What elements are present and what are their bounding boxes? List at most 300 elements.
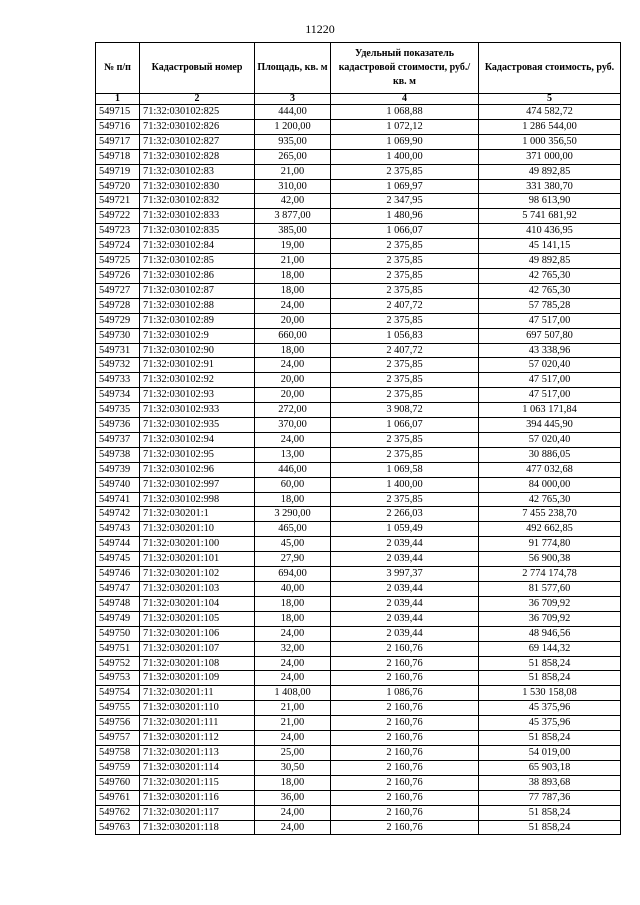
cadastral-number: 71:32:030102:933 xyxy=(140,403,255,418)
table-row xyxy=(96,701,621,716)
cadastral-number: 71:32:030102:935 xyxy=(140,418,255,433)
cadastral-value: 477 032,68 xyxy=(479,462,621,477)
rate: 2 375,85 xyxy=(331,447,479,462)
area: 24,00 xyxy=(255,626,331,641)
cadastral-number: 71:32:030201:114 xyxy=(140,760,255,775)
cadastral-value: 51 858,24 xyxy=(479,805,621,820)
cadastral-value: 43 338,96 xyxy=(479,343,621,358)
table-row xyxy=(96,149,621,164)
cadastral-value: 77 787,36 xyxy=(479,790,621,805)
rate: 1 069,90 xyxy=(331,134,479,149)
area: 30,50 xyxy=(255,760,331,775)
rate: 2 039,44 xyxy=(331,537,479,552)
rate: 2 160,76 xyxy=(331,805,479,820)
cadastral-value: 5 741 681,92 xyxy=(479,209,621,224)
cadastral-value: 1 063 171,84 xyxy=(479,403,621,418)
area: 21,00 xyxy=(255,716,331,731)
cadastral-number: 71:32:030201:109 xyxy=(140,671,255,686)
row-number: 549730 xyxy=(96,328,140,343)
area: 385,00 xyxy=(255,224,331,239)
rate: 2 375,85 xyxy=(331,164,479,179)
table-row xyxy=(96,343,621,358)
row-number: 549731 xyxy=(96,343,140,358)
cadastral-value: 51 858,24 xyxy=(479,820,621,835)
cadastral-number: 71:32:030201:102 xyxy=(140,567,255,582)
row-number: 549725 xyxy=(96,254,140,269)
table-row xyxy=(96,790,621,805)
rate: 1 400,00 xyxy=(331,149,479,164)
row-number: 549732 xyxy=(96,358,140,373)
cadastral-number: 71:32:030201:113 xyxy=(140,745,255,760)
area: 24,00 xyxy=(255,805,331,820)
cadastral-value: 45 141,15 xyxy=(479,239,621,254)
row-number: 549740 xyxy=(96,477,140,492)
table-row xyxy=(96,760,621,775)
table-row xyxy=(96,239,621,254)
cadastral-number: 71:32:030201:104 xyxy=(140,596,255,611)
cadastral-number: 71:32:030102:83 xyxy=(140,164,255,179)
table-row xyxy=(96,403,621,418)
row-number: 549717 xyxy=(96,134,140,149)
table-row xyxy=(96,731,621,746)
cadastral-value: 51 858,24 xyxy=(479,731,621,746)
row-number: 549753 xyxy=(96,671,140,686)
area: 18,00 xyxy=(255,611,331,626)
rate: 2 407,72 xyxy=(331,298,479,313)
cadastral-number: 71:32:030201:116 xyxy=(140,790,255,805)
table-row xyxy=(96,507,621,522)
rate: 2 375,85 xyxy=(331,432,479,447)
row-number: 549751 xyxy=(96,641,140,656)
cadastral-value: 394 445,90 xyxy=(479,418,621,433)
rate: 1 066,07 xyxy=(331,418,479,433)
row-number: 549726 xyxy=(96,268,140,283)
table-header-row xyxy=(96,43,621,94)
row-number: 549739 xyxy=(96,462,140,477)
area: 24,00 xyxy=(255,432,331,447)
area: 18,00 xyxy=(255,775,331,790)
row-number: 549742 xyxy=(96,507,140,522)
cadastral-value: 49 892,85 xyxy=(479,254,621,269)
rate: 2 407,72 xyxy=(331,343,479,358)
area: 21,00 xyxy=(255,164,331,179)
row-number: 549724 xyxy=(96,239,140,254)
row-number: 549723 xyxy=(96,224,140,239)
rate: 2 039,44 xyxy=(331,611,479,626)
row-number: 549750 xyxy=(96,626,140,641)
area: 20,00 xyxy=(255,313,331,328)
row-number: 549719 xyxy=(96,164,140,179)
table-row xyxy=(96,656,621,671)
row-number: 549718 xyxy=(96,149,140,164)
rate: 2 039,44 xyxy=(331,596,479,611)
table-row xyxy=(96,313,621,328)
area: 694,00 xyxy=(255,567,331,582)
area: 24,00 xyxy=(255,671,331,686)
row-number: 549716 xyxy=(96,119,140,134)
table-body xyxy=(96,105,621,835)
rate: 1 400,00 xyxy=(331,477,479,492)
rate: 1 068,88 xyxy=(331,105,479,120)
cadastral-value: 56 900,38 xyxy=(479,552,621,567)
rate: 2 039,44 xyxy=(331,552,479,567)
rate: 2 375,85 xyxy=(331,492,479,507)
table-row xyxy=(96,373,621,388)
row-number: 549754 xyxy=(96,686,140,701)
rate: 2 375,85 xyxy=(331,313,479,328)
cadastral-number: 71:32:030102:828 xyxy=(140,149,255,164)
cadastral-value: 410 436,95 xyxy=(479,224,621,239)
table-row xyxy=(96,626,621,641)
area: 36,00 xyxy=(255,790,331,805)
cadastral-number: 71:32:030201:106 xyxy=(140,626,255,641)
area: 1 200,00 xyxy=(255,119,331,134)
cadastral-value: 57 020,40 xyxy=(479,358,621,373)
cadastral-number: 71:32:030201:107 xyxy=(140,641,255,656)
cadastral-value: 492 662,85 xyxy=(479,522,621,537)
table-row xyxy=(96,224,621,239)
rate: 2 375,85 xyxy=(331,358,479,373)
rate: 2 375,85 xyxy=(331,239,479,254)
area: 19,00 xyxy=(255,239,331,254)
cadastral-number: 71:32:030102:833 xyxy=(140,209,255,224)
area: 446,00 xyxy=(255,462,331,477)
cadastral-number: 71:32:030201:111 xyxy=(140,716,255,731)
cadastral-value: 38 893,68 xyxy=(479,775,621,790)
cadastral-number: 71:32:030102:91 xyxy=(140,358,255,373)
rate: 2 375,85 xyxy=(331,283,479,298)
row-number: 549727 xyxy=(96,283,140,298)
row-number: 549746 xyxy=(96,567,140,582)
area: 310,00 xyxy=(255,179,331,194)
table-row xyxy=(96,254,621,269)
table-row xyxy=(96,596,621,611)
cadastral-number: 71:32:030102:89 xyxy=(140,313,255,328)
table-row xyxy=(96,194,621,209)
area: 20,00 xyxy=(255,373,331,388)
table-row xyxy=(96,119,621,134)
cadastral-number: 71:32:030102:95 xyxy=(140,447,255,462)
area: 20,00 xyxy=(255,388,331,403)
header-area: Площадь, кв. м xyxy=(255,43,331,94)
cadastral-number: 71:32:030102:835 xyxy=(140,224,255,239)
area: 32,00 xyxy=(255,641,331,656)
row-number: 549756 xyxy=(96,716,140,731)
cadastral-value: 45 375,96 xyxy=(479,701,621,716)
cadastral-number: 71:32:030102:93 xyxy=(140,388,255,403)
column-number-row xyxy=(96,94,621,105)
table-row xyxy=(96,447,621,462)
cadastral-value: 30 886,05 xyxy=(479,447,621,462)
header-no: № п/п xyxy=(96,43,140,94)
area: 45,00 xyxy=(255,537,331,552)
table-row xyxy=(96,283,621,298)
area: 60,00 xyxy=(255,477,331,492)
rate: 3 908,72 xyxy=(331,403,479,418)
rate: 2 160,76 xyxy=(331,671,479,686)
rate: 2 375,85 xyxy=(331,373,479,388)
cadastral-value: 36 709,92 xyxy=(479,611,621,626)
table-row xyxy=(96,358,621,373)
rate: 2 039,44 xyxy=(331,582,479,597)
area: 24,00 xyxy=(255,358,331,373)
area: 24,00 xyxy=(255,820,331,835)
cadastral-value: 1 000 356,50 xyxy=(479,134,621,149)
table-row xyxy=(96,567,621,582)
rate: 2 375,85 xyxy=(331,254,479,269)
cadastral-number: 71:32:030201:117 xyxy=(140,805,255,820)
row-number: 549734 xyxy=(96,388,140,403)
area: 935,00 xyxy=(255,134,331,149)
cadastral-value: 47 517,00 xyxy=(479,373,621,388)
area: 18,00 xyxy=(255,492,331,507)
cadastral-value: 91 774,80 xyxy=(479,537,621,552)
cadastral-number: 71:32:030102:90 xyxy=(140,343,255,358)
rate: 2 266,03 xyxy=(331,507,479,522)
table-row xyxy=(96,134,621,149)
row-number: 549752 xyxy=(96,656,140,671)
rate: 1 480,96 xyxy=(331,209,479,224)
table-row xyxy=(96,462,621,477)
cadastral-value: 7 455 238,70 xyxy=(479,507,621,522)
rate: 1 056,83 xyxy=(331,328,479,343)
cadastral-value: 69 144,32 xyxy=(479,641,621,656)
rate: 2 160,76 xyxy=(331,790,479,805)
cadastral-value: 84 000,00 xyxy=(479,477,621,492)
cadastral-number: 71:32:030102:997 xyxy=(140,477,255,492)
cadastral-number: 71:32:030102:85 xyxy=(140,254,255,269)
row-number: 549747 xyxy=(96,582,140,597)
cadastral-number: 71:32:030102:9 xyxy=(140,328,255,343)
area: 265,00 xyxy=(255,149,331,164)
cadastral-number: 71:32:030102:88 xyxy=(140,298,255,313)
cadastral-number: 71:32:030201:101 xyxy=(140,552,255,567)
table-row xyxy=(96,418,621,433)
rate: 1 069,97 xyxy=(331,179,479,194)
cadastral-number: 71:32:030201:115 xyxy=(140,775,255,790)
cadastral-value: 57 785,28 xyxy=(479,298,621,313)
rate: 1 086,76 xyxy=(331,686,479,701)
cadastral-number: 71:32:030201:108 xyxy=(140,656,255,671)
cadastral-value: 1 286 544,00 xyxy=(479,119,621,134)
row-number: 549762 xyxy=(96,805,140,820)
table-row xyxy=(96,716,621,731)
cadastral-value: 42 765,30 xyxy=(479,268,621,283)
row-number: 549715 xyxy=(96,105,140,120)
cadastral-value: 697 507,80 xyxy=(479,328,621,343)
row-number: 549720 xyxy=(96,179,140,194)
rate: 2 160,76 xyxy=(331,701,479,716)
header-value: Кадастровая стоимость, руб. xyxy=(479,43,621,94)
table-row xyxy=(96,775,621,790)
row-number: 549743 xyxy=(96,522,140,537)
area: 370,00 xyxy=(255,418,331,433)
rate: 2 347,95 xyxy=(331,194,479,209)
column-number: 1 xyxy=(96,94,140,105)
rate: 1 059,49 xyxy=(331,522,479,537)
area: 21,00 xyxy=(255,254,331,269)
cadastral-number: 71:32:030201:118 xyxy=(140,820,255,835)
cadastral-number: 71:32:030102:825 xyxy=(140,105,255,120)
cadastral-value: 57 020,40 xyxy=(479,432,621,447)
rate: 2 160,76 xyxy=(331,820,479,835)
area: 3 877,00 xyxy=(255,209,331,224)
cadastral-number: 71:32:030201:100 xyxy=(140,537,255,552)
cadastral-value: 98 613,90 xyxy=(479,194,621,209)
cadastral-value: 42 765,30 xyxy=(479,492,621,507)
cadastral-number: 71:32:030201:105 xyxy=(140,611,255,626)
rate: 2 375,85 xyxy=(331,388,479,403)
table-row xyxy=(96,641,621,656)
area: 660,00 xyxy=(255,328,331,343)
header-cadastral-number: Кадастровый номер xyxy=(140,43,255,94)
row-number: 549760 xyxy=(96,775,140,790)
area: 42,00 xyxy=(255,194,331,209)
rate: 2 160,76 xyxy=(331,731,479,746)
table-row xyxy=(96,552,621,567)
rate: 2 160,76 xyxy=(331,760,479,775)
cadastral-number: 71:32:030102:826 xyxy=(140,119,255,134)
cadastral-value: 474 582,72 xyxy=(479,105,621,120)
cadastral-value: 51 858,24 xyxy=(479,656,621,671)
area: 1 408,00 xyxy=(255,686,331,701)
row-number: 549755 xyxy=(96,701,140,716)
table-row xyxy=(96,328,621,343)
cadastral-value: 331 380,70 xyxy=(479,179,621,194)
area: 444,00 xyxy=(255,105,331,120)
column-number: 3 xyxy=(255,94,331,105)
cadastral-value-table xyxy=(95,42,621,835)
rate: 1 069,58 xyxy=(331,462,479,477)
table-row xyxy=(96,805,621,820)
table-row xyxy=(96,492,621,507)
row-number: 549736 xyxy=(96,418,140,433)
cadastral-number: 71:32:030102:830 xyxy=(140,179,255,194)
cadastral-value: 48 946,56 xyxy=(479,626,621,641)
area: 3 290,00 xyxy=(255,507,331,522)
cadastral-value: 47 517,00 xyxy=(479,313,621,328)
rate: 2 160,76 xyxy=(331,716,479,731)
cadastral-number: 71:32:030102:94 xyxy=(140,432,255,447)
rate: 2 160,76 xyxy=(331,656,479,671)
cadastral-number: 71:32:030102:84 xyxy=(140,239,255,254)
cadastral-number: 71:32:030102:96 xyxy=(140,462,255,477)
cadastral-number: 71:32:030102:87 xyxy=(140,283,255,298)
row-number: 549738 xyxy=(96,447,140,462)
table-row xyxy=(96,105,621,120)
rate: 1 066,07 xyxy=(331,224,479,239)
table-row xyxy=(96,537,621,552)
row-number: 549759 xyxy=(96,760,140,775)
table-row xyxy=(96,298,621,313)
table-row xyxy=(96,671,621,686)
rate: 3 997,37 xyxy=(331,567,479,582)
rate: 1 072,12 xyxy=(331,119,479,134)
column-number: 2 xyxy=(140,94,255,105)
area: 272,00 xyxy=(255,403,331,418)
cadastral-value: 36 709,92 xyxy=(479,596,621,611)
area: 21,00 xyxy=(255,701,331,716)
table-row xyxy=(96,582,621,597)
rate: 2 375,85 xyxy=(331,268,479,283)
area: 27,90 xyxy=(255,552,331,567)
row-number: 549733 xyxy=(96,373,140,388)
cadastral-number: 71:32:030102:827 xyxy=(140,134,255,149)
cadastral-value: 54 019,00 xyxy=(479,745,621,760)
row-number: 549745 xyxy=(96,552,140,567)
cadastral-value: 49 892,85 xyxy=(479,164,621,179)
table-row xyxy=(96,179,621,194)
row-number: 549748 xyxy=(96,596,140,611)
table-row xyxy=(96,209,621,224)
cadastral-value: 45 375,96 xyxy=(479,716,621,731)
row-number: 549729 xyxy=(96,313,140,328)
table-row xyxy=(96,745,621,760)
cadastral-number: 71:32:030102:998 xyxy=(140,492,255,507)
table-row xyxy=(96,522,621,537)
area: 40,00 xyxy=(255,582,331,597)
row-number: 549737 xyxy=(96,432,140,447)
rate: 2 160,76 xyxy=(331,745,479,760)
area: 25,00 xyxy=(255,745,331,760)
table-row xyxy=(96,164,621,179)
cadastral-value: 81 577,60 xyxy=(479,582,621,597)
table-row xyxy=(96,477,621,492)
cadastral-number: 71:32:030201:11 xyxy=(140,686,255,701)
cadastral-number: 71:32:030201:10 xyxy=(140,522,255,537)
cadastral-number: 71:32:030201:1 xyxy=(140,507,255,522)
cadastral-number: 71:32:030201:110 xyxy=(140,701,255,716)
row-number: 549758 xyxy=(96,745,140,760)
cadastral-number: 71:32:030102:832 xyxy=(140,194,255,209)
page-number: 11220 xyxy=(305,22,335,36)
cadastral-number: 71:32:030201:112 xyxy=(140,731,255,746)
row-number: 549761 xyxy=(96,790,140,805)
row-number: 549763 xyxy=(96,820,140,835)
area: 18,00 xyxy=(255,343,331,358)
rate: 2 160,76 xyxy=(331,641,479,656)
cadastral-value: 47 517,00 xyxy=(479,388,621,403)
table-row xyxy=(96,820,621,835)
row-number: 549757 xyxy=(96,731,140,746)
area: 24,00 xyxy=(255,656,331,671)
column-number: 5 xyxy=(479,94,621,105)
cadastral-number: 71:32:030201:103 xyxy=(140,582,255,597)
area: 465,00 xyxy=(255,522,331,537)
cadastral-value: 65 903,18 xyxy=(479,760,621,775)
row-number: 549721 xyxy=(96,194,140,209)
row-number: 549735 xyxy=(96,403,140,418)
cadastral-number: 71:32:030102:86 xyxy=(140,268,255,283)
area: 24,00 xyxy=(255,298,331,313)
rate: 2 039,44 xyxy=(331,626,479,641)
cadastral-value: 1 530 158,08 xyxy=(479,686,621,701)
header-rate: Удельный показатель кадастровой стоимости, руб./кв. м xyxy=(331,43,479,94)
row-number: 549744 xyxy=(96,537,140,552)
table-row xyxy=(96,388,621,403)
row-number: 549749 xyxy=(96,611,140,626)
area: 18,00 xyxy=(255,268,331,283)
table-row xyxy=(96,611,621,626)
area: 24,00 xyxy=(255,731,331,746)
cadastral-number: 71:32:030102:92 xyxy=(140,373,255,388)
row-number: 549722 xyxy=(96,209,140,224)
cadastral-value: 371 000,00 xyxy=(479,149,621,164)
area: 18,00 xyxy=(255,283,331,298)
row-number: 549741 xyxy=(96,492,140,507)
cadastral-value: 42 765,30 xyxy=(479,283,621,298)
table-row xyxy=(96,432,621,447)
